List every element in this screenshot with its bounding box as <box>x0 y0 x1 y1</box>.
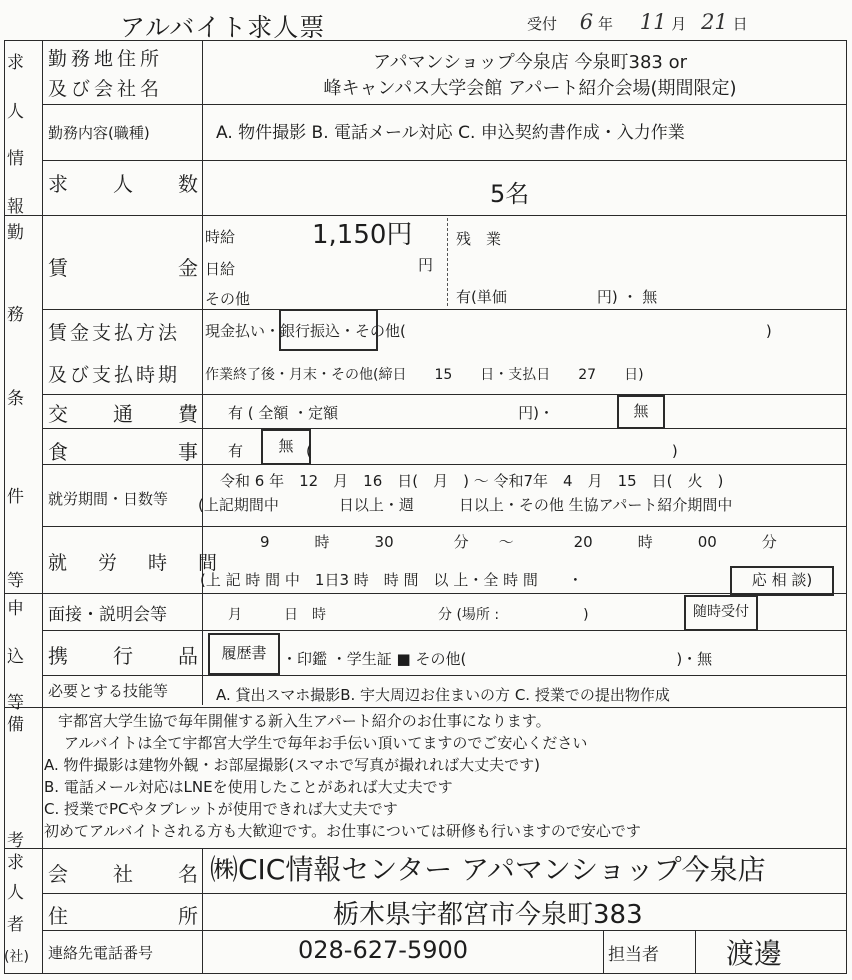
hourly-label: 時給 <box>205 228 236 246</box>
company-value: ㈱CIC情報センター アパマンショップ今泉店 <box>210 853 766 886</box>
work-period-label: 就労期間・日数等 <box>48 490 169 508</box>
year-handwritten: 6 <box>579 10 594 34</box>
headcount-label: 求 人 数 <box>48 172 198 196</box>
address-label: 住 所 <box>48 904 198 928</box>
meal-yes: 有 <box>228 442 244 460</box>
title-underline <box>98 40 398 41</box>
form-border-bottom <box>4 973 847 974</box>
row-line <box>42 104 847 105</box>
company-label: 会 社 名 <box>48 862 198 886</box>
transport-label: 交 通 費 <box>48 402 198 426</box>
overtime-label: 残 業 <box>456 230 502 248</box>
remark-line: C. 授業でPCやタブレットが使用できれば大丈夫です <box>44 800 398 818</box>
daily-yen: 円 <box>418 256 434 274</box>
transport-value: 有 ( 全額 ・定額 円)・ <box>228 404 555 422</box>
daily-label: 日給 <box>205 260 236 278</box>
meal-other: ( ) <box>306 442 678 460</box>
payment-timing-value: 作業終了後・月末・その他(締日 15 日・支払日 27 日) <box>205 367 644 383</box>
remarks-block <box>44 710 641 842</box>
row-line <box>42 160 847 161</box>
reception-date <box>527 10 748 34</box>
row-line <box>42 675 847 676</box>
row-line <box>42 428 847 429</box>
section-line <box>4 215 847 216</box>
skills-value: A. 貸出スマホ撮影B. 宇大周辺お住まいの方 C. 授業での提出物作成 <box>216 686 670 704</box>
date-prefix: 受付 <box>527 15 558 33</box>
work-location-label: 勤務地住所 及び会社名 <box>48 48 164 100</box>
section-line <box>4 707 847 708</box>
interview-label: 面接・説明会等 <box>48 605 167 625</box>
person-label: 担当者 <box>608 945 659 965</box>
row-line <box>42 309 847 310</box>
day-label: 日 <box>732 15 748 33</box>
work-hours-label: 就 労 時 間 <box>48 552 224 574</box>
remark-line: アルバイトは全て宇都宮大学生で毎年お手伝い頂いてますのでご安心ください <box>64 734 588 752</box>
wage-label: 賃 金 <box>48 256 198 280</box>
label-column-line-top <box>202 40 203 705</box>
work-hours-line1: 9 時 30 分 〜 20 時 00 分 <box>260 533 777 551</box>
job-content-label: 勤務内容(職種) <box>48 124 150 142</box>
month-handwritten: 11 <box>639 10 667 34</box>
work-period-line1: 令和 6 年 12 月 16 日( 月 ) 〜 令和7年 4 月 15 日( 火 ) <box>220 472 724 490</box>
resume-circled: 履歴書 <box>208 633 280 675</box>
remark-line: 宇都宮大学生協で毎年開催する新入生アパート紹介のお仕事になります。 <box>58 712 551 730</box>
meal-none-circled: 無 <box>261 429 311 465</box>
other-wage-label: その他 <box>205 290 251 308</box>
remark-line: A. 物件撮影は建物外観・お部屋撮影(スマホで写真が撮れれば大丈夫です) <box>44 756 540 774</box>
overtime-value: 有(単価 円) ・ 無 <box>456 288 658 306</box>
transport-none-circled: 無 <box>617 395 665 429</box>
wage-divider-dashed <box>447 218 448 306</box>
anytime-circled: 随時受付 <box>684 595 758 631</box>
section-column-line <box>42 40 43 974</box>
remark-line: B. 電話メール対応はLNEを使用したことがあれば大丈夫です <box>44 778 453 796</box>
remark-line: 初めてアルバイトされる方も大歓迎です。お仕事については研修も行いますので安心です <box>44 822 641 840</box>
person-value: 渡邊 <box>726 937 783 970</box>
month-label: 月 <box>671 15 687 33</box>
hourly-value: 1,150円 <box>312 220 413 250</box>
other-option: の他( ) <box>370 322 772 340</box>
items-rest: ・印鑑 ・学生証 ■ その他( )・無 <box>282 650 713 668</box>
work-hours-line2: (上 記 時 間 中 1日3 時 時 間 以 上・全 時 間 ・ <box>200 571 583 589</box>
bank-transfer-option: 銀行振込・そ <box>280 322 371 340</box>
work-location-value: アパマンショップ今泉店 今泉町383 or 峰キャンパス大学会館 アパート紹介会場(期間限定) <box>323 52 737 99</box>
form-border-left <box>4 40 5 974</box>
row-line <box>42 526 847 527</box>
skills-label: 必要とする技能等 <box>48 682 169 700</box>
phone-value: 028-627-5900 <box>298 936 469 964</box>
label-column-line-bottom <box>202 848 203 974</box>
interview-value: 月 日 時 分 (場所 : ) <box>228 607 589 623</box>
consult-circled: 応 相 談) <box>730 566 834 596</box>
payment-timing-label: 及び支払時期 <box>48 364 181 386</box>
date-underline <box>522 40 772 41</box>
phone-label: 連絡先電話番号 <box>48 944 154 962</box>
payment-method-label: 賃金支払方法 <box>48 322 181 344</box>
cash-option: 現金払い・ <box>205 322 281 340</box>
work-period-line2: (上記期間中 日以上・週 日以上・その他 生協アパート紹介期間中 <box>198 496 733 514</box>
form-title: アルバイト求人票 <box>120 13 326 42</box>
headcount-value: 5名 <box>490 180 530 208</box>
phone-divider <box>603 930 604 974</box>
form-border-right <box>846 40 847 974</box>
section-line <box>4 593 847 594</box>
person-divider <box>695 930 696 974</box>
address-value: 栃木県宇都宮市今泉町383 <box>333 900 643 930</box>
job-content-value: A. 物件撮影 B. 電話メール対応 C. 申込契約書作成・入力作業 <box>216 123 685 143</box>
day-handwritten: 21 <box>701 10 728 34</box>
meal-label: 食 事 <box>48 440 198 464</box>
bank-transfer-circle <box>279 309 378 351</box>
row-line <box>42 394 847 395</box>
items-label: 携 行 品 <box>48 644 198 668</box>
year-label: 年 <box>597 15 613 33</box>
